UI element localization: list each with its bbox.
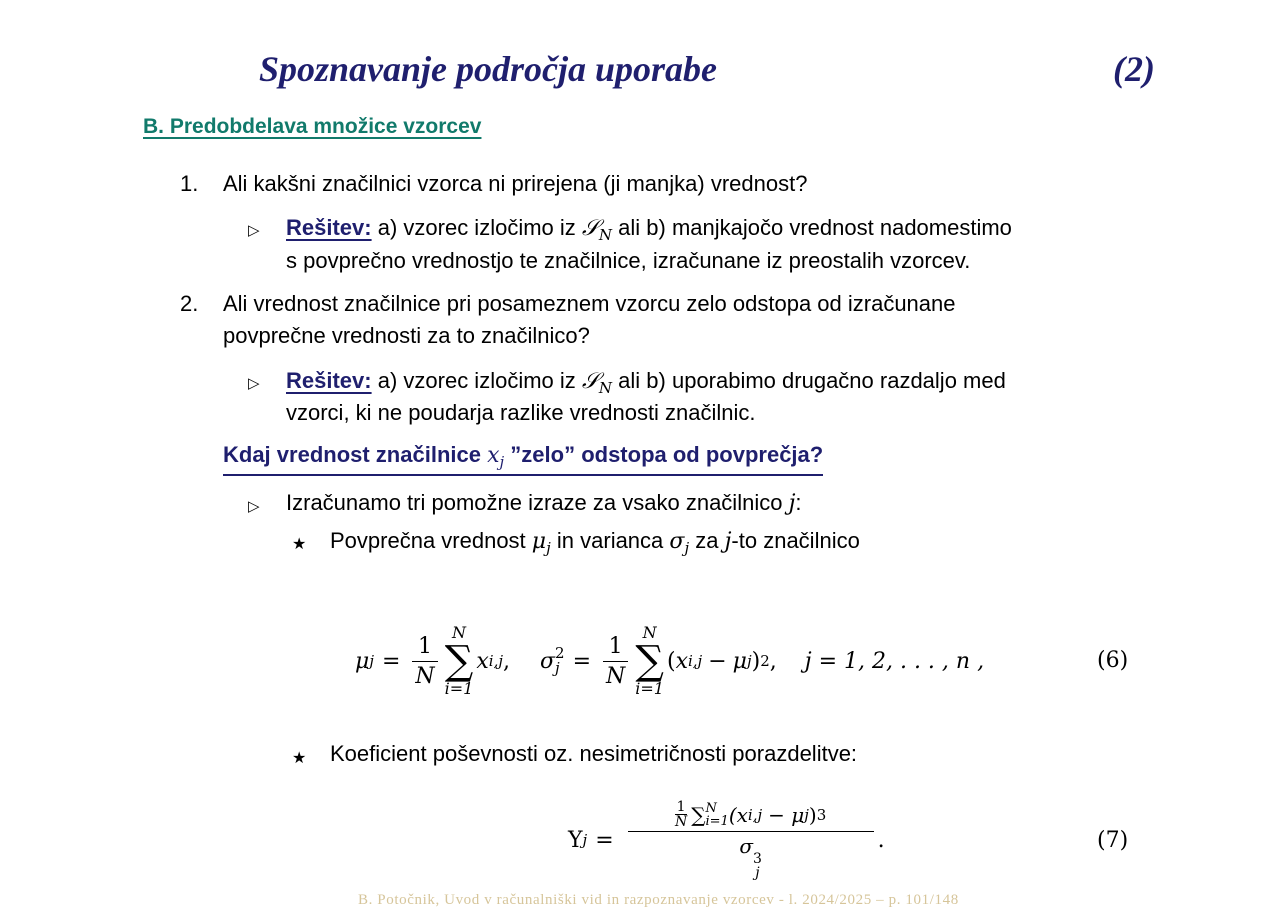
question-heading: Kdaj vrednost značilnice $x_j$ ”zelo” odstopa od povprečja?	[223, 442, 823, 476]
triangle-bullet-icon: ▷	[248, 222, 260, 239]
set-symbol: 𝒮$_N$	[581, 216, 613, 244]
equation-6-number: (6)	[1097, 648, 1129, 673]
solution-label: Rešitev:	[286, 215, 372, 240]
solution-post: ali b) uporabimo drugačno razdaljo med	[618, 368, 1006, 393]
footer-citation: B. Potočnik, Uvod v računalniški vid in razpoznavanje vzorcev - l. 2024/2025 – p. 101/148	[358, 892, 959, 908]
star-text: Povprečna vrednost $\mu_j$ in varianca $\sigma_j$ za j-to značilnico	[330, 528, 860, 557]
solution-post: ali b) manjkajočo vrednost nadomestimo	[618, 215, 1012, 240]
triangle-bullet-icon: ▷	[248, 498, 260, 515]
set-symbol: 𝒮$_N$	[581, 369, 613, 397]
section-heading: B. Predobdelava množice vzorcev	[143, 115, 482, 138]
solution-pre: a) vzorec izločimo iz	[377, 368, 576, 393]
item-text: Ali kakšni značilnici vzorca ni prirejena (ji manjka) vrednost?	[223, 171, 808, 196]
star-bullet-icon: ★	[292, 750, 307, 767]
equation-6: μ j = $\frac{1}{N}$ N ∑ i=1 x i,j , σ 2 j = $\frac{1}{N}$ N ∑ i=1 ( x i,j − μ j ) 2 , j = 1, 2, . . . , n ,	[355, 623, 985, 698]
triangle-bullet-icon: ▷	[248, 375, 260, 392]
slide-title-number: (2)	[1113, 49, 1155, 89]
equation-7: Υ j = 1 N ∑ N i=1 (x i,j − μ j ) 3 σ 3 j .	[568, 799, 885, 881]
solution-label: Rešitev:	[286, 368, 372, 393]
item-number: 1.	[180, 171, 199, 196]
item-text-line-2: povprečne vrednosti za to značilnico?	[223, 323, 590, 348]
bullet-text: Izračunamo tri pomožne izraze za vsako značilnico j:	[286, 490, 802, 516]
solution-line-2: s povprečno vrednostjo te značilnice, izračunane iz preostalih vzorcev.	[286, 248, 971, 273]
item-text-line-1: Ali vrednost značilnice pri posameznem vzorcu zelo odstopa od izračunane	[223, 291, 956, 316]
slide-title: Spoznavanje področja uporabe	[259, 49, 718, 89]
item-number: 2.	[180, 291, 199, 316]
equation-7-number: (7)	[1097, 828, 1129, 853]
star-text: Koeficient poševnosti oz. nesimetričnosti porazdelitve:	[330, 741, 858, 766]
star-bullet-icon: ★	[292, 536, 307, 553]
solution-line-2: vzorci, ki ne poudarja razlike vrednosti značilnic.	[286, 400, 756, 425]
solution-pre: a) vzorec izločimo iz	[377, 215, 576, 240]
